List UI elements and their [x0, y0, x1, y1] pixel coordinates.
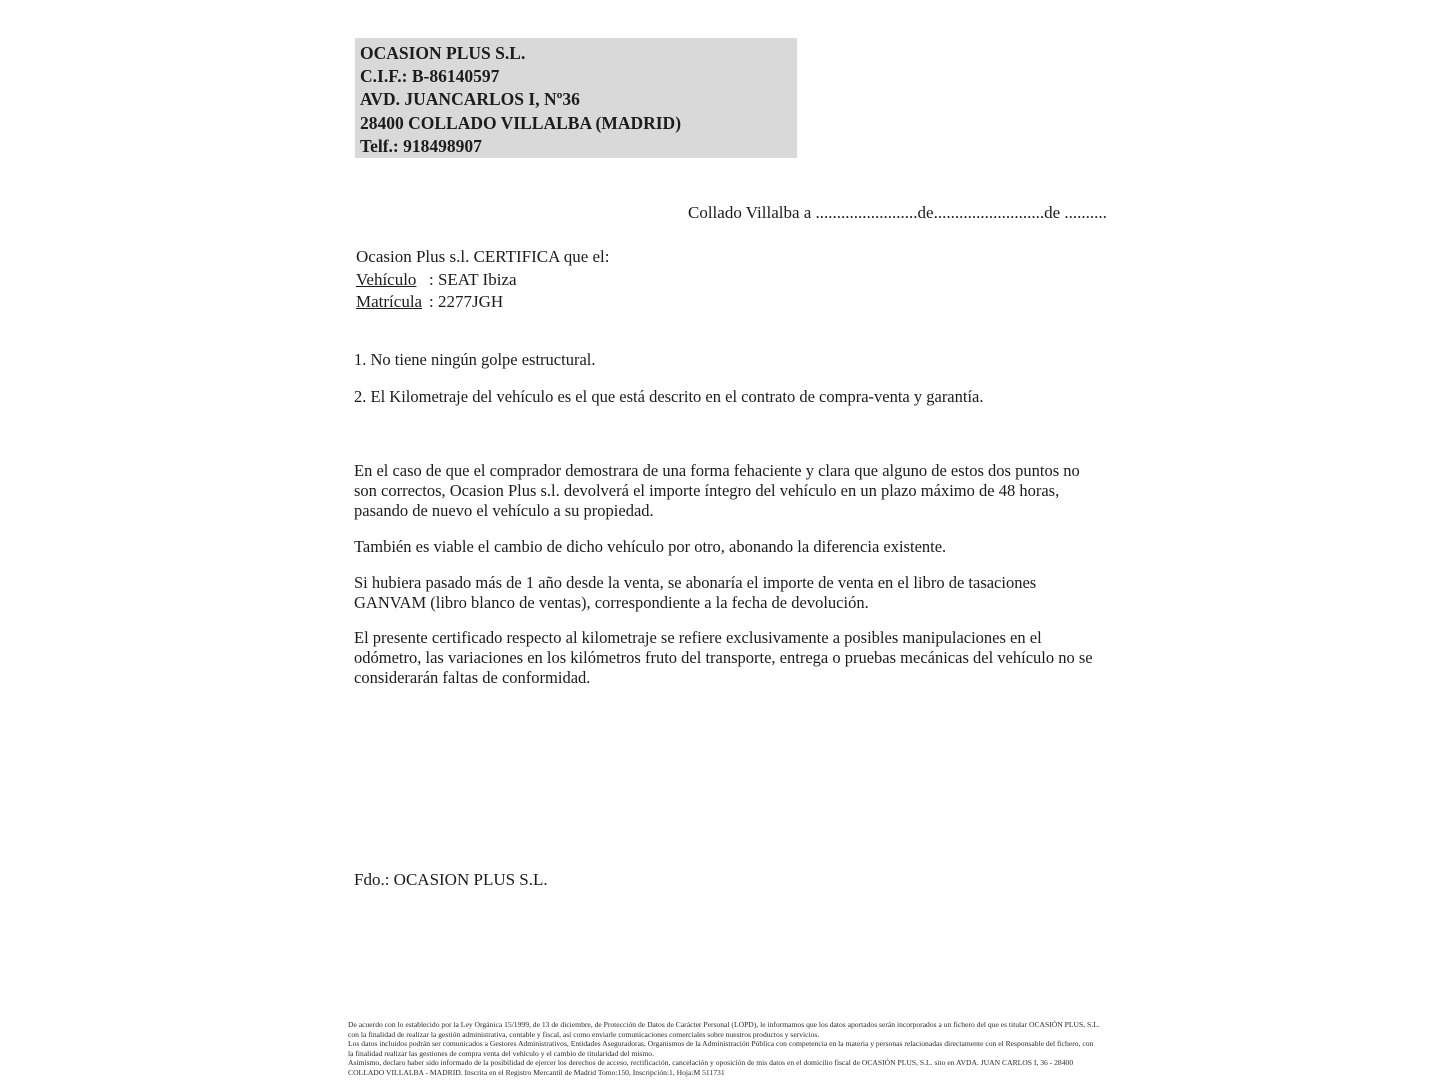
company-phone: Telf.: 918498907 [360, 135, 482, 156]
vehicle-value: : SEAT Ibiza [429, 269, 517, 289]
company-city: 28400 COLLADO VILLALBA (MADRID) [360, 112, 682, 133]
odometer-paragraph: El presente certificado respecto al kilometraje se refiere exclusivamente a posibles manipulaciones en el odómetro, las variaciones en los kilómetros fruto del transporte, entrega o pruebas mecánicas del vehículo no se considerarán faltas de conformidad. [354, 628, 1093, 687]
exchange-paragraph: También es viable el cambio de dicho vehículo por otro, abonando la diferencia existente. [354, 537, 947, 556]
company-header-box [355, 38, 797, 158]
company-address: AVD. JUANCARLOS I, Nº36 [360, 89, 580, 110]
legal-paragraph-data-sharing: Los datos incluidos podrán ser comunicados a Gestores Administrativos, Entidades Aseguradoras, Organismos de la Administración Pública con competencia en la materia y personas relacionadas directamente con el Responsable del fichero, con la finalidad realizar las gestiones de compra venta del vehículo y el cambio de titularidad del mismo. [348, 1039, 1094, 1058]
legal-fine-print [348, 1020, 1100, 1078]
signature-line: Fdo.: OCASION PLUS S.L. [354, 870, 548, 889]
company-cif: C.I.F.: B-86140597 [360, 66, 500, 87]
plate-value: : 2277JGH [429, 292, 504, 311]
certified-point-1: 1. No tiene ningún golpe estructural. [354, 350, 596, 369]
company-name: OCASION PLUS S.L. [360, 43, 526, 63]
certified-point-2: 2. El Kilometraje del vehículo es el que está descrito en el contrato de compra-venta y garantía. [354, 387, 984, 406]
ganvam-paragraph: Si hubiera pasado más de 1 año desde la venta, se abonaría el importe de venta en el libro de tasaciones GANVAM (libro blanco de ventas), correspondiente a la fecha de devolución. [354, 573, 1037, 612]
certify-intro: Ocasion Plus s.l. CERTIFICA que el: [356, 247, 610, 266]
plate-label: Matrícula [356, 292, 423, 311]
plate-row [356, 291, 610, 314]
legal-paragraph-lopd: De acuerdo con lo establecido por la Ley Orgánica 15/1999, de 13 de diciembre, de Protección de Datos de Carácter Personal (LOPD), le informamos que los datos aportados serán incorporados a un fichero del que es titular OCASIÓN PLUS, S.L. con la finalidad de realizar la gestión administrativa, contable y fiscal, así como enviarle comunicaciones comerciales sobre nuestros productos y servicios. [348, 1020, 1100, 1039]
vehicle-row [356, 269, 610, 292]
certification-block [356, 246, 610, 314]
vehicle-label-cell [356, 269, 429, 292]
plate-label-cell [356, 291, 429, 314]
refund-paragraph: En el caso de que el comprador demostrara de una forma fehaciente y clara que alguno de estos dos puntos no son correctos, Ocasion Plus s.l. devolverá el importe íntegro del vehículo en un plazo máximo de 48 horas, pasando de nuevo el vehículo a su propiedad. [354, 461, 1080, 520]
legal-paragraph-rights: Asimismo, declaro haber sido informado de la posibilidad de ejercer los derechos de acceso, rectificación, cancelación y oposición de mis datos en el domicilio fiscal de OCASIÓN PLUS, S.L. sito en AVDA. JUAN CARLOS I, 36 - 28400 COLLADO VILLALBA - MADRID. Inscrita en el Registro Mercantil de Madrid Tomo:150, Inscripción:1, Hoja:M 511731 [348, 1058, 1074, 1077]
vehicle-label: Vehículo [356, 269, 417, 289]
date-line: Collado Villalba a ........................de..........................de .......... [688, 203, 1107, 222]
